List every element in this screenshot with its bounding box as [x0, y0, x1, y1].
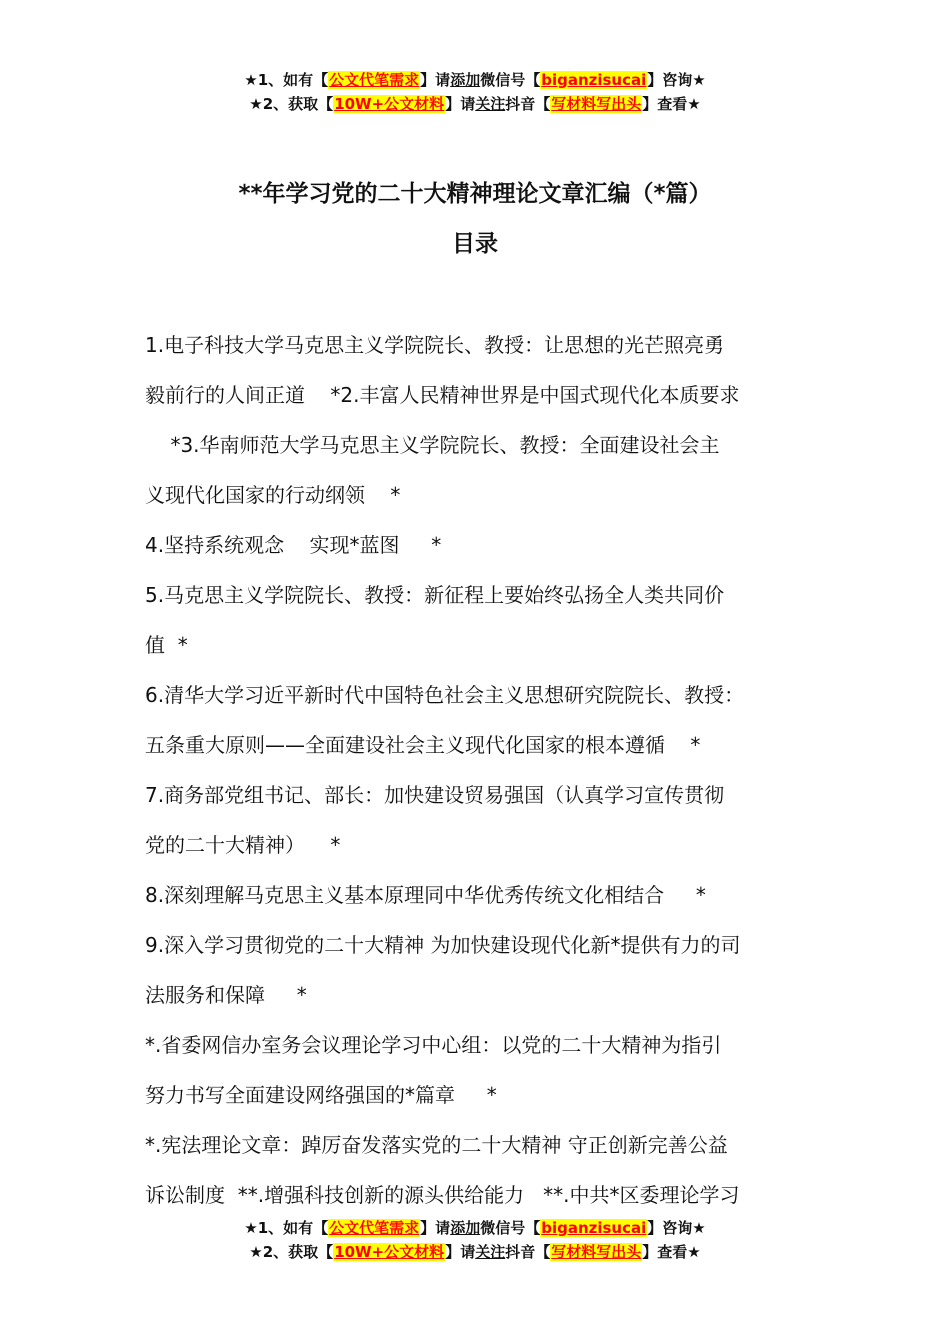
- banner-line-2: [0, 1240, 950, 1264]
- toc-line: 五条重大原则——全面建设社会主义现代化国家的根本遵循 *: [145, 733, 701, 757]
- toc-line: 毅前行的人间正道 *2.丰富人民精神世界是中国式现代化本质要求: [145, 383, 740, 407]
- highlight-text: biganzisucai: [541, 1219, 647, 1237]
- toc-line: 9.深入学习贯彻党的二十大精神 为加快建设现代化新*提供有力的司: [145, 933, 741, 957]
- banner-text: 抖音【: [505, 1243, 551, 1261]
- toc-line: 义现代化国家的行动纲领 *: [145, 483, 401, 507]
- underlined-text: 添加: [450, 1219, 481, 1237]
- highlight-text: 10W+公文材料: [334, 1243, 445, 1261]
- toc-line: 5.马克思主义学院院长、教授：新征程上要始终弘扬全人类共同价: [145, 583, 725, 607]
- toc-line: *.宪法理论文章：踔厉奋发落实党的二十大精神 守正创新完善公益: [145, 1133, 728, 1157]
- table-of-contents: [145, 320, 835, 1220]
- banner-text: 抖音【: [505, 95, 551, 113]
- toc-line: 法服务和保障 *: [145, 983, 307, 1007]
- banner-line-1: [0, 1216, 950, 1240]
- banner-text: 】请: [420, 71, 451, 89]
- underlined-text: 关注: [475, 95, 506, 113]
- banner-text: ★1、如有【: [244, 71, 329, 89]
- banner-text: 】查看★: [642, 95, 701, 113]
- toc-line: 值 *: [145, 633, 188, 657]
- banner-text: 】请: [445, 1243, 476, 1261]
- toc-heading: 目录: [452, 231, 498, 257]
- highlight-text: 公文代笔需求: [329, 1219, 420, 1237]
- banner-text: 微信号【: [480, 1219, 541, 1237]
- document-title: **年学习党的二十大精神理论文章汇编（*篇）: [238, 181, 712, 207]
- toc-line: 党的二十大精神） *: [145, 833, 341, 857]
- toc-line: 诉讼制度 **.增强科技创新的源头供给能力 **.中共*区委理论学习: [145, 1183, 740, 1207]
- highlight-text: 写材料写出头: [551, 95, 642, 113]
- highlight-text: 写材料写出头: [551, 1243, 642, 1261]
- toc-line: *3.华南师范大学马克思主义学院院长、教授：全面建设社会主: [145, 433, 720, 457]
- banner-text: 】请: [420, 1219, 451, 1237]
- banner-text: ★2、获取【: [249, 1243, 334, 1261]
- toc-line: 8.深刻理解马克思主义基本原理同中华优秀传统文化相结合 *: [145, 883, 706, 907]
- toc-line: *.省委网信办室务会议理论学习中心组：以党的二十大精神为指引: [145, 1033, 722, 1057]
- banner-line-2: [0, 92, 950, 116]
- banner-text: 】咨询★: [647, 71, 706, 89]
- banner-text: 】查看★: [642, 1243, 701, 1261]
- toc-line: 1.电子科技大学马克思主义学院院长、教授：让思想的光芒照亮勇: [145, 333, 725, 357]
- banner-text: 】咨询★: [647, 1219, 706, 1237]
- toc-line: 努力书写全面建设网络强国的*篇章 *: [145, 1083, 497, 1107]
- underlined-text: 添加: [450, 71, 481, 89]
- top-banner: [0, 68, 950, 116]
- banner-text: ★2、获取【: [249, 95, 334, 113]
- toc-line: 6.清华大学习近平新时代中国特色社会主义思想研究院院长、教授：: [145, 683, 745, 707]
- banner-text: 】请: [445, 95, 476, 113]
- highlight-text: 公文代笔需求: [329, 71, 420, 89]
- banner-line-1: [0, 68, 950, 92]
- bottom-banner: [0, 1216, 950, 1264]
- toc-line: 4.坚持系统观念 实现*蓝图 *: [145, 533, 442, 557]
- highlight-text: biganzisucai: [541, 71, 647, 89]
- highlight-text: 10W+公文材料: [334, 95, 445, 113]
- banner-text: ★1、如有【: [244, 1219, 329, 1237]
- underlined-text: 关注: [475, 1243, 506, 1261]
- toc-line: 7.商务部党组书记、部长：加快建设贸易强国（认真学习宣传贯彻: [145, 783, 725, 807]
- banner-text: 微信号【: [480, 71, 541, 89]
